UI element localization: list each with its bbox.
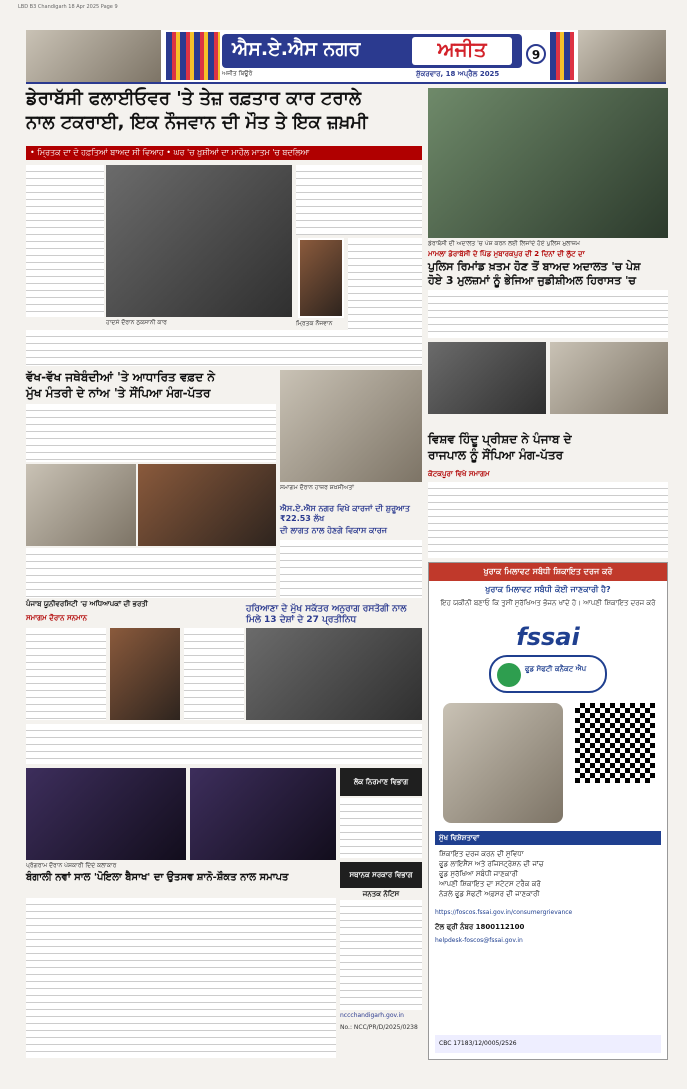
notice-box-2: ਸਥਾਨਕ ਸਰਕਾਰ ਵਿਭਾਗ	[340, 862, 422, 888]
masthead	[26, 30, 666, 84]
police-headline-1: ਪੁਲਿਸ ਰਿਮਾਂਡ ਖ਼ਤਮ ਹੋਣ ਤੋਂ ਬਾਅਦ ਅਦਾਲਤ 'ਚ ਪੇਸ਼	[428, 260, 641, 273]
ad-link[interactable]: https://foscos.fssai.gov.in/consumergrievance	[435, 909, 573, 916]
haryana-left-headline: ਪੰਜਾਬ ਯੂਨੀਵਰਸਿਟੀ 'ਚ ਅਧਿਆਪਕਾਂ ਦੀ ਭਰਤੀ	[26, 600, 148, 608]
feature-list	[439, 849, 659, 899]
ad-footer-strip	[435, 1035, 661, 1053]
lead-subhead: • ਮ੍ਰਿਤਕ ਦਾ ਦੋ ਹਫ਼ਤਿਆਂ ਬਾਅਦ ਸੀ ਵਿਆਹ • ਘਰ 'ਚ ਖ਼ੁਸ਼ੀਆਂ ਦਾ ਮਾਹੌਲ ਮਾਤਮ 'ਚ ਬਦਲਿਆ	[26, 146, 422, 160]
page-number: 9	[526, 44, 546, 64]
center-headline: ਐਸ.ਏ.ਐਸ ਨਗਰ ਵਿਖੇ ਕਾਰਜਾਂ ਦੀ ਸ਼ੁਰੂਆਤ ₹22.53 ਲੱਖ	[280, 504, 410, 523]
helpline: ਟੋਲ ਫ੍ਰੀ ਨੰਬਰ 1800112100	[435, 923, 525, 931]
haryana-meeting-photo	[246, 628, 422, 720]
haryana-body	[26, 724, 422, 764]
lead-body-column-2	[296, 165, 422, 235]
continuation-text	[26, 330, 422, 366]
memorandum-headline-1: ਵੱਖ-ਵੱਖ ਜਥੇਬੰਦੀਆਂ 'ਤੇ ਆਧਾਰਿਤ ਵਫ਼ਦ ਨੇ	[26, 370, 215, 384]
memorandum-photo-right	[138, 464, 276, 546]
haryana-headline: ਹਰਿਆਣਾ ਦੇ ਮੁੱਖ ਸਕੱਤਰ ਅਨੁਰਾਗ ਰਸਤੋਗੀ ਨਾਲ ਮਿਲੇ 13 ਦੇਸ਼ਾਂ ਦੇ 27 ਪ੍ਰਤੀਨਿਧ	[246, 604, 407, 625]
fssai-logo: fssai	[516, 623, 580, 651]
baisakhi-caption: ਪ੍ਰੋਗਰਾਮ ਦੌਰਾਨ ਪੇਸ਼ਕਾਰੀ ਦਿੰਦੇ ਕਲਾਕਾਰ	[26, 862, 117, 869]
notice-email: nccchandigarh.gov.in	[340, 1012, 404, 1019]
baisakhi-body	[26, 898, 336, 1058]
victim-portrait-photo	[298, 238, 344, 318]
printer-line: LBD B3 Chandigarh 18 Apr 2025 Page 9	[18, 4, 118, 10]
feature-item: ਸ਼ਿਕਾਇਤ ਦਰਜ ਕਰਨ ਦੀ ਸੁਵਿਧਾ	[439, 850, 524, 858]
vhp-headline-2: ਰਾਜਪਾਲ ਨੂੰ ਸੌਂਪਿਆ ਮੰਗ-ਪੱਤਰ	[428, 448, 564, 462]
ad-question: ਖੁਰਾਕ ਮਿਲਾਵਟ ਸਬੰਧੀ ਕੋਈ ਜਾਣਕਾਰੀ ਹੈ?	[485, 585, 611, 594]
baisakhi-stage-photo-left	[26, 768, 186, 860]
center-subhead: ਦੀ ਲਾਗਤ ਨਾਲ ਹੋਣਗੇ ਵਿਕਾਸ ਕਾਰਜ	[280, 526, 387, 535]
center-event-photo	[280, 370, 422, 482]
ad-email[interactable]: helpdesk-foscos@fssai.gov.in	[435, 937, 523, 944]
notice-body-2	[340, 900, 422, 1010]
ad-top-title: ਖੁਰਾਕ ਮਿਲਾਵਟ ਸਬੰਧੀ ਸ਼ਿਕਾਇਤ ਦਰਜ ਕਰੋ	[429, 563, 667, 581]
vhp-side-headline: ਕੋਟਕਪੂਰਾ ਵਿਖੇ ਸਮਾਗਮ	[428, 470, 490, 478]
police-photo-caption: ਡੇਰਾਬੱਸੀ ਦੀ ਅਦਾਲਤ 'ਚ ਪੇਸ਼ ਕਰਨ ਲਈ ਲਿਜਾਂਦੇ ਹੋਏ ਪੁਲਿਸ ਮੁਲਾਜ਼ਮ	[428, 240, 580, 247]
vhp-photo-right	[550, 342, 668, 414]
masthead-date: ਸ਼ੁੱਕਰਵਾਰ, 18 ਅਪ੍ਰੈਲ 2025	[416, 70, 500, 78]
qr-code	[575, 703, 655, 783]
memorandum-photo-left	[26, 464, 136, 546]
lead-headline-2: ਨਾਲ ਟਕਰਾਈ, ਇਕ ਨੌਜਵਾਨ ਦੀ ਮੌਤ ਤੇ ਇਕ ਜ਼ਖ਼ਮੀ	[26, 112, 368, 133]
notice-body-1	[340, 798, 422, 858]
left-story-body	[26, 628, 106, 720]
feature-item: ਫੂਡ ਸੁਰੱਖਿਆ ਸਬੰਧੀ ਜਾਣਕਾਰੀ	[439, 870, 519, 878]
masthead-pattern-left	[166, 32, 220, 80]
phone-mockup-image	[443, 703, 563, 823]
masthead-subline: ਅਜੀਤ ਬਿਊਰੋ	[222, 70, 253, 77]
police-escort-photo	[428, 88, 668, 238]
vhp-headline-1: ਵਿਸ਼ਵ ਹਿੰਦੂ ਪ੍ਰੀਸ਼ਦ ਨੇ ਪੰਜਾਬ ਦੇ	[428, 432, 572, 446]
feature-item: ਫੂਡ ਲਾਇਸੈਂਸ ਅਤੇ ਰਜਿਸਟ੍ਰੇਸ਼ਨ ਦੀ ਜਾਂਚ	[439, 860, 544, 868]
paper-name: ਅਜੀਤ	[412, 37, 512, 65]
feature-item: ਨੇੜਲੇ ਫੂਡ ਸੇਫਟੀ ਅਫ਼ਸਰ ਦੀ ਜਾਣਕਾਰੀ	[439, 890, 540, 898]
masthead-left-building-photo	[26, 30, 161, 82]
memorandum-headline-2: ਮੁੱਖ ਮੰਤਰੀ ਦੇ ਨਾਂਅ 'ਤੇ ਸੌਂਪਿਆ ਮੰਗ-ਪੱਤਰ	[26, 386, 211, 400]
haryana-left-subhead: ਸਮਾਗਮ ਦੌਰਾਨ ਸਨਮਾਨ	[26, 614, 87, 622]
center-body	[280, 540, 422, 598]
notice-box-1: ਲੋਕ ਨਿਰਮਾਣ ਵਿਭਾਗ	[340, 768, 422, 796]
app-name: ਫੂਡ ਸੇਫਟੀ ਕਨੈਕਟ ਐਪ	[525, 665, 587, 673]
lead-photo-caption: ਹਾਦਸੇ ਦੌਰਾਨ ਨੁਕਸਾਨੀ ਕਾਰ	[106, 319, 167, 326]
lead-headline-1: ਡੇਰਾਬੱਸੀ ਫਲਾਈਓਵਰ 'ਤੇ ਤੇਜ਼ ਰਫ਼ਤਾਰ ਕਾਰ ਟਰਾਲੇ	[26, 88, 362, 109]
features-title: ਮੁੱਖ ਵਿਸ਼ੇਸ਼ਤਾਵਾਂ	[435, 831, 661, 845]
police-kicker: ਮਾਮਲਾ ਡੇਰਾਬੱਸੀ ਦੇ ਪਿੰਡ ਮੁਬਾਰਕਪੁਰ ਦੀ 2 ਦਿਨਾਂ ਦੀ ਲੁੱਟ ਦਾ	[428, 250, 585, 258]
center-photo-caption: ਸਮਾਗਮ ਦੌਰਾਨ ਹਾਜ਼ਰ ਸ਼ਖ਼ਸੀਅਤਾਂ	[280, 484, 355, 491]
notice-footer: No.: NCC/PR/D/2025/0238	[340, 1024, 418, 1031]
masthead-pattern-right	[550, 32, 574, 80]
app-icon	[497, 663, 521, 687]
baisakhi-stage-photo-right	[190, 768, 336, 860]
portrait-caption: ਮ੍ਰਿਤਕ ਨੌਜਵਾਨ	[296, 320, 333, 327]
police-body	[428, 290, 668, 338]
section-title: ਐਸ.ਏ.ਐਸ ਨਗਰ	[232, 38, 361, 60]
left-story-photo	[110, 628, 180, 720]
memorandum-body	[26, 404, 276, 462]
notice-label: ਜਨਤਕ ਨੋਟਿਸ	[362, 890, 400, 898]
crashed-car-photo	[106, 165, 292, 317]
masthead-right-temple-photo	[578, 30, 666, 82]
police-headline-2: ਹੋਏ 3 ਮੁਲਜ਼ਮਾਂ ਨੂੰ ਭੇਜਿਆ ਜੁਡੀਸ਼ੀਅਲ ਹਿਰਾਸਤ 'ਚ	[428, 274, 636, 287]
app-badge	[489, 655, 607, 693]
baisakhi-headline: ਬੰਗਾਲੀ ਨਵਾਂ ਸਾਲ 'ਪੋਇਲਾ ਬੈਸਾਖ' ਦਾ ਉਤਸਵ ਸ਼ਾਨੋ-ਸ਼ੌਕਤ ਨਾਲ ਸਮਾਪਤ	[26, 872, 289, 883]
vhp-photo-left	[428, 342, 546, 414]
lead-body-column-1	[26, 165, 104, 317]
ad-code: CBC 17183/12/0005/2526	[439, 1040, 517, 1047]
vhp-body	[428, 482, 668, 558]
fssai-advertisement	[428, 562, 668, 1060]
feature-item: ਆਪਣੀ ਸ਼ਿਕਾਇਤ ਦਾ ਸਟੇਟਸ ਟਰੈਕ ਕਰੋ	[439, 880, 541, 888]
ad-body: ਇਹ ਯਕੀਨੀ ਬਣਾਓ ਕਿ ਤੁਸੀਂ ਸੁਰੱਖਿਅਤ ਭੋਜਨ ਖਾਂਦੇ ਹੋ। ਆਪਣੀ ਸ਼ਿਕਾਇਤ ਦਰਜ ਕਰੋ	[440, 599, 656, 607]
left-story-body-2	[184, 628, 244, 720]
memorandum-body-2	[26, 548, 276, 598]
masthead-banner	[222, 34, 522, 68]
lead-body-column-3	[348, 238, 422, 330]
